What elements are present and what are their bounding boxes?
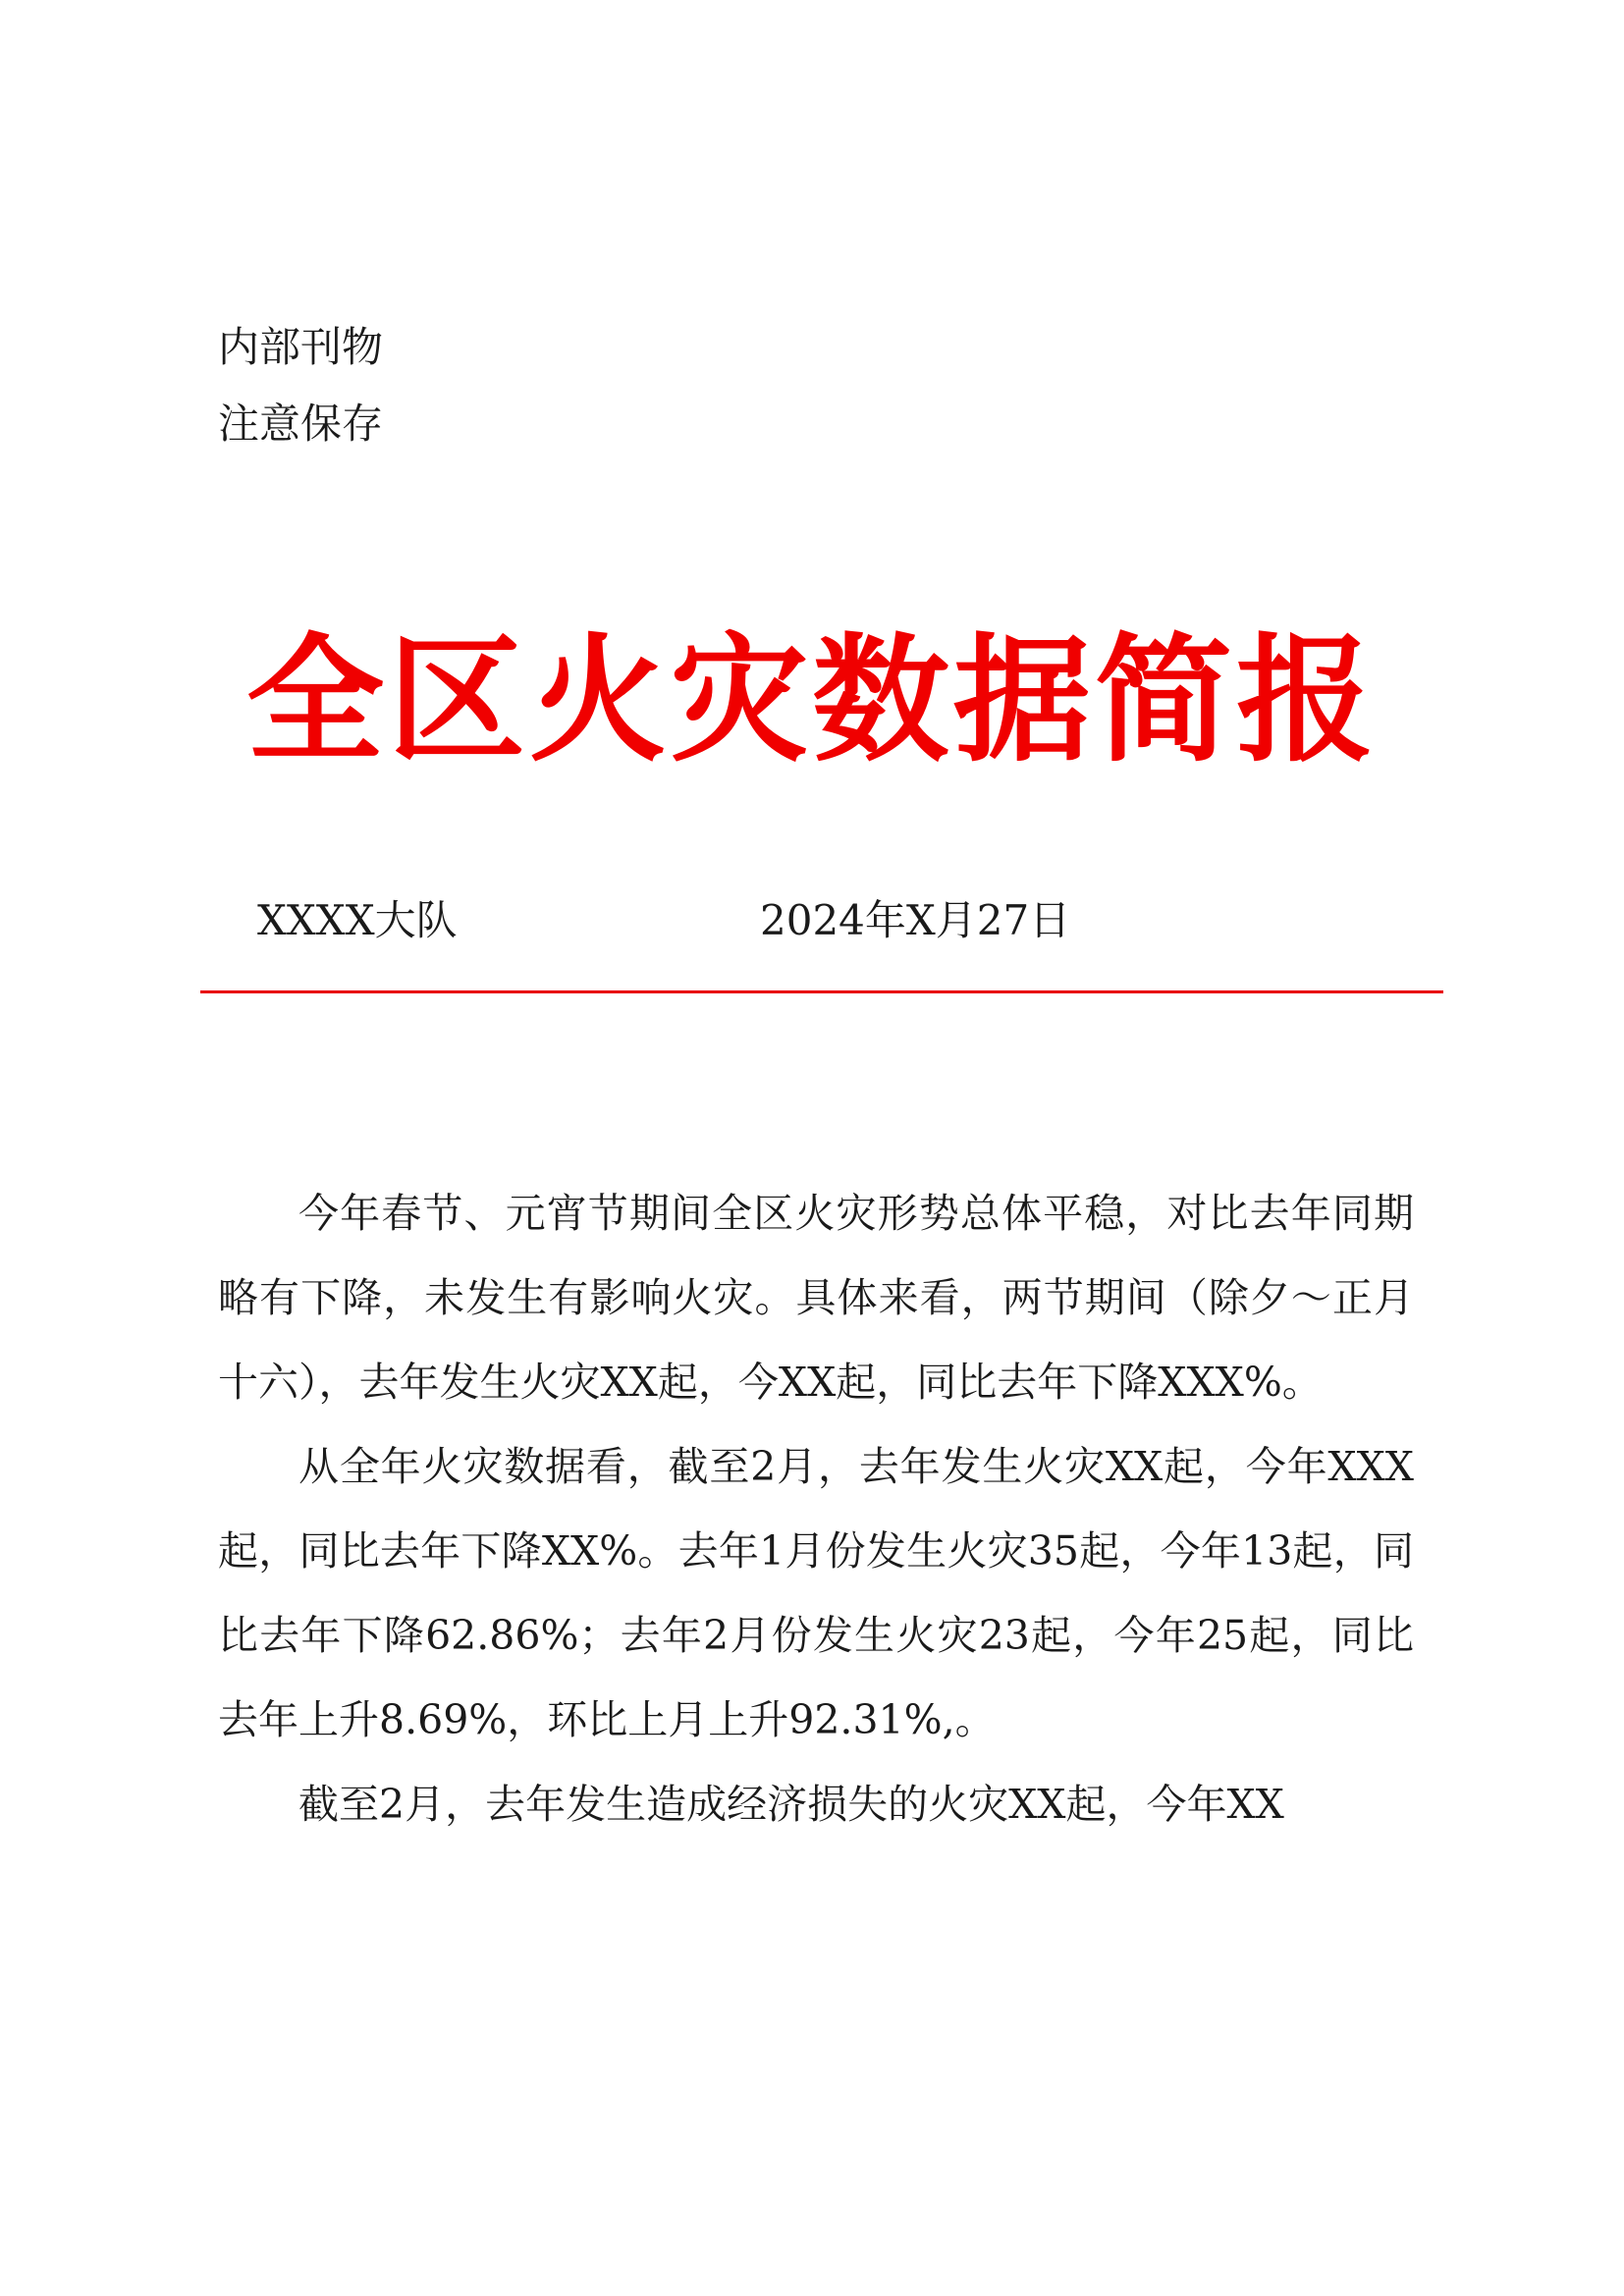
body-text xyxy=(218,1171,1414,1846)
red-divider xyxy=(200,990,1443,993)
internal-publication-label: 内部刊物 xyxy=(218,323,384,371)
paragraph: 截至2月，去年发生造成经济损失的火灾XX起，今年XX xyxy=(298,1781,1284,1828)
issue-date: 2024年X月27日 xyxy=(760,896,1071,944)
document-title: 全区火灾数据简报 xyxy=(245,621,1378,781)
paragraph: 从全年火灾数据看，截至2月，去年发生火灾XX起，今年XXX起，同比去年下降XX%。去年1月份发生火灾35起，今年13起，同比去年下降62.86%；去年2月份发生火灾23起，今年25起，同比去年上升8.69%，环比上月上升92.31%,。 xyxy=(218,1443,1414,1743)
issuer: XXXX大队 xyxy=(257,896,458,944)
paragraph: 今年春节、元宵节期间全区火灾形势总体平稳，对比去年同期略有下降，未发生有影响火灾。具体来看，两节期间（除夕～正月十六），去年发生火灾XX起，今XX起，同比去年下降XXX%。 xyxy=(218,1190,1414,1406)
keep-notice-label: 注意保存 xyxy=(218,400,384,448)
